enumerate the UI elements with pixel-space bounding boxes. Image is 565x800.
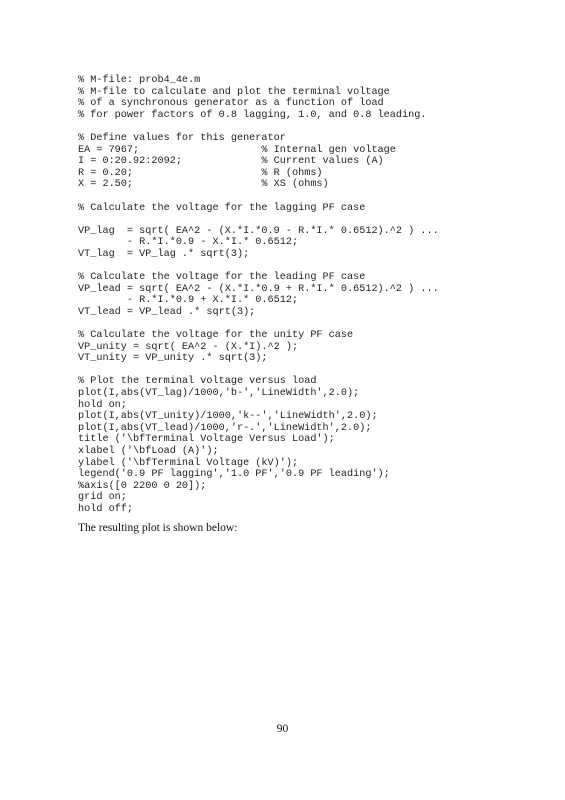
code-line: - R.*I.*0.9 - X.*I.* 0.6512;: [78, 237, 299, 249]
code-line: - R.*I.*0.9 + X.*I.* 0.6512;: [78, 295, 299, 307]
code-blank-line: [78, 318, 548, 330]
code-comment-line: % Calculate the voltage for the unity PF case: [78, 330, 354, 342]
code-comment-line: % Calculate the voltage for the leading PF case: [78, 272, 366, 284]
code-line: plot(I,abs(VT_lag)/1000,'b-','LineWidth',2.0);: [78, 388, 360, 400]
code-line: VP_lag = sqrt( EA^2 - (X.*I.*0.9 - R.*I.* 0.6512).^2 ) ...: [78, 225, 439, 237]
code-line: hold on;: [78, 399, 127, 411]
code-line: title ('\bfTerminal Voltage Versus Load');: [78, 434, 335, 446]
code-blank-line: [78, 261, 548, 273]
code-line: hold off;: [78, 503, 134, 515]
matlab-code-listing: [78, 75, 548, 516]
code-blank-line: [78, 121, 548, 133]
code-comment-line: % M-file: prob4_4e.m: [78, 75, 201, 86]
code-comment-line: % Define values for this generator: [78, 132, 286, 144]
code-comment-line: % Calculate the voltage for the lagging PF case: [78, 202, 366, 214]
code-comment-line: % of a synchronous generator as a function of load: [78, 98, 384, 110]
page-number: 90: [276, 723, 289, 735]
code-line: xlabel ('\bfLoad (A)');: [78, 446, 219, 457]
code-line: R = 0.20; % R (ohms): [78, 167, 323, 179]
code-line: EA = 7967; % Internal gen voltage: [78, 144, 396, 156]
code-blank-line: [78, 191, 548, 203]
code-line: VT_lead = VP_lead .* sqrt(3);: [78, 306, 256, 318]
code-line: VP_lead = sqrt( EA^2 - (X.*I.*0.9 + R.*I.* 0.6512).^2 ) ...: [78, 283, 439, 295]
code-comment-line: % for power factors of 0.8 lagging, 1.0, and 0.8 leading.: [78, 109, 427, 121]
code-comment-line: % M-file to calculate and plot the terminal voltage: [78, 86, 390, 98]
code-line: plot(I,abs(VT_lead)/1000,'r-.','LineWidth',2.0);: [78, 422, 372, 434]
code-line: legend('0.9 PF lagging','1.0 PF','0.9 PF leading');: [78, 469, 390, 481]
code-blank-line: [78, 365, 548, 377]
code-line: ylabel ('\bfTerminal Voltage (kV)');: [78, 457, 299, 469]
code-line: VP_unity = sqrt( EA^2 - (X.*I).^2 );: [78, 341, 299, 353]
code-blank-line: [78, 214, 548, 226]
code-line: plot(I,abs(VT_unity)/1000,'k--','LineWidth',2.0);: [78, 411, 378, 423]
code-line: I = 0:20.92:2092; % Current values (A): [78, 156, 384, 168]
plot-caption: The resulting plot is shown below:: [78, 522, 238, 534]
code-line: VT_unity = VP_unity .* sqrt(3);: [78, 353, 268, 365]
code-line: VT_lag = VP_lag .* sqrt(3);: [78, 248, 250, 260]
code-comment-line: % Plot the terminal voltage versus load: [78, 376, 317, 388]
code-line: X = 2.50; % XS (ohms): [78, 179, 329, 191]
code-comment-line: %axis([0 2200 0 20]);: [78, 480, 207, 492]
code-line: grid on;: [78, 492, 127, 504]
